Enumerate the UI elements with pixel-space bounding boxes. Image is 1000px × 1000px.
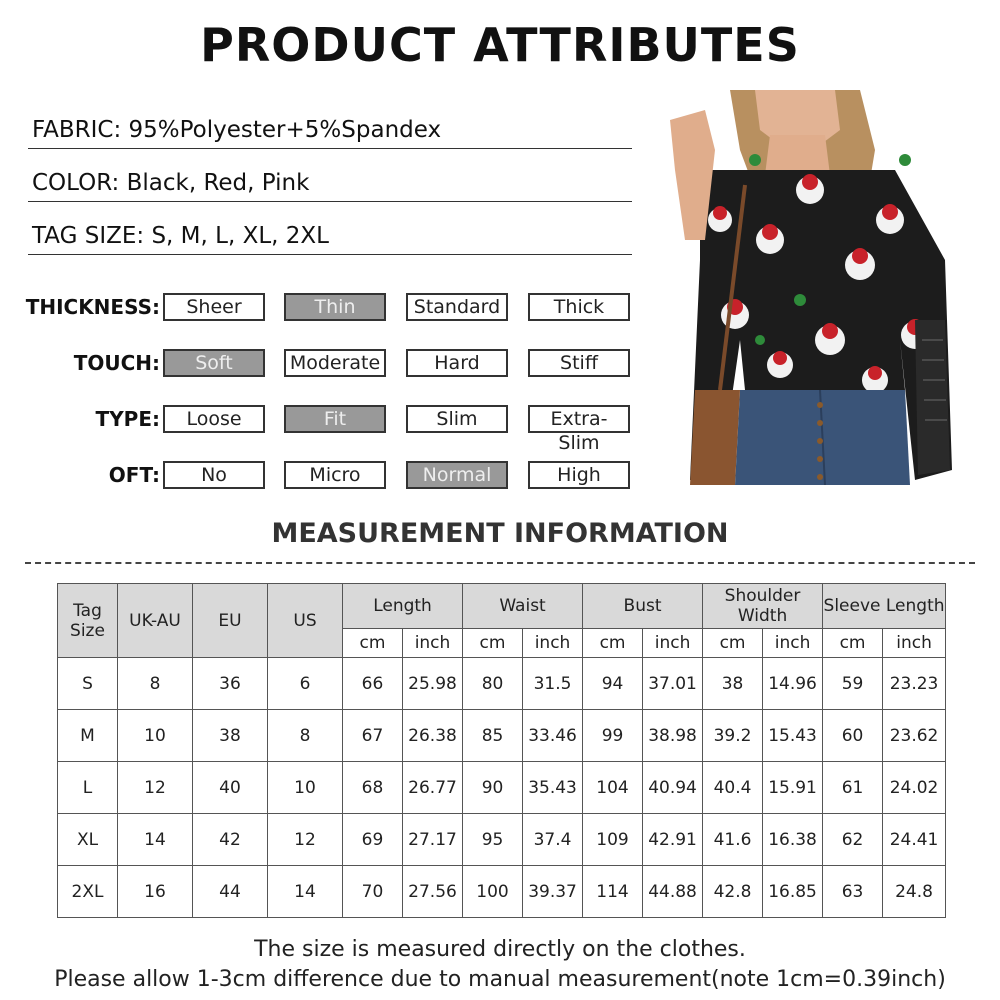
table-cell: 100 bbox=[463, 866, 523, 918]
unit-cm: cm bbox=[823, 629, 883, 658]
table-cell: 23.62 bbox=[883, 710, 946, 762]
table-cell: 38 bbox=[703, 658, 763, 710]
oft-label: OFT: bbox=[108, 463, 160, 487]
table-cell: 99 bbox=[583, 710, 643, 762]
table-cell: 42.8 bbox=[703, 866, 763, 918]
table-cell: 40.94 bbox=[643, 762, 703, 814]
table-cell: 10 bbox=[118, 710, 193, 762]
table-cell: 16.85 bbox=[763, 866, 823, 918]
table-cell: 38.98 bbox=[643, 710, 703, 762]
divider bbox=[28, 148, 632, 149]
table-cell: 66 bbox=[343, 658, 403, 710]
type-option-loose: Loose bbox=[163, 405, 265, 433]
unit-inch: inch bbox=[763, 629, 823, 658]
unit-inch: inch bbox=[883, 629, 946, 658]
table-cell: 15.43 bbox=[763, 710, 823, 762]
header-sleeve-length: Sleeve Length bbox=[823, 584, 946, 629]
table-cell: 62 bbox=[823, 814, 883, 866]
thickness-option-standard: Standard bbox=[406, 293, 508, 321]
dashed-divider bbox=[25, 562, 975, 564]
table-cell: 27.56 bbox=[403, 866, 463, 918]
table-cell: 8 bbox=[268, 710, 343, 762]
table-cell: 85 bbox=[463, 710, 523, 762]
touch-option-soft: Soft bbox=[163, 349, 265, 377]
table-cell: 12 bbox=[118, 762, 193, 814]
unit-cm: cm bbox=[343, 629, 403, 658]
table-cell: 14 bbox=[118, 814, 193, 866]
table-cell: 41.6 bbox=[703, 814, 763, 866]
table-cell: 39.2 bbox=[703, 710, 763, 762]
table-cell: 24.41 bbox=[883, 814, 946, 866]
table-cell: 61 bbox=[823, 762, 883, 814]
table-cell: 15.91 bbox=[763, 762, 823, 814]
measurement-table bbox=[57, 583, 946, 918]
table-cell: 109 bbox=[583, 814, 643, 866]
table-cell: 36 bbox=[193, 658, 268, 710]
header-length: Length bbox=[343, 584, 463, 629]
type-option-fit: Fit bbox=[284, 405, 386, 433]
unit-cm: cm bbox=[463, 629, 523, 658]
table-cell: 42.91 bbox=[643, 814, 703, 866]
table-row bbox=[58, 814, 946, 866]
table-row bbox=[58, 866, 946, 918]
table-cell: XL bbox=[58, 814, 118, 866]
table-cell: 59 bbox=[823, 658, 883, 710]
thickness-option-sheer: Sheer bbox=[163, 293, 265, 321]
table-cell: 27.17 bbox=[403, 814, 463, 866]
divider bbox=[28, 201, 632, 202]
fabric-attribute: FABRIC: 95%Polyester+5%Spandex bbox=[32, 117, 442, 143]
table-cell: 16 bbox=[118, 866, 193, 918]
measurement-title: MEASUREMENT INFORMATION bbox=[271, 518, 729, 549]
table-cell: 42 bbox=[193, 814, 268, 866]
table-cell: 14.96 bbox=[763, 658, 823, 710]
unit-inch: inch bbox=[643, 629, 703, 658]
table-cell: 8 bbox=[118, 658, 193, 710]
header-us: US bbox=[268, 584, 343, 658]
table-cell: 23.23 bbox=[883, 658, 946, 710]
table-cell: 16.38 bbox=[763, 814, 823, 866]
table-cell: 24.02 bbox=[883, 762, 946, 814]
header-tag-size: Tag Size bbox=[58, 584, 118, 658]
unit-cm: cm bbox=[583, 629, 643, 658]
table-cell: 104 bbox=[583, 762, 643, 814]
note-difference: Please allow 1-3cm difference due to manual measurement(note 1cm=0.39inch) bbox=[54, 967, 946, 992]
header-eu: EU bbox=[193, 584, 268, 658]
header-waist: Waist bbox=[463, 584, 583, 629]
table-cell: 38 bbox=[193, 710, 268, 762]
table-cell: 26.38 bbox=[403, 710, 463, 762]
unit-inch: inch bbox=[403, 629, 463, 658]
table-cell: 24.8 bbox=[883, 866, 946, 918]
header-shoulder-width: Shoulder Width bbox=[703, 584, 823, 629]
thickness-option-thin: Thin bbox=[284, 293, 386, 321]
thickness-option-thick: Thick bbox=[528, 293, 630, 321]
table-cell: 40.4 bbox=[703, 762, 763, 814]
table-cell: 25.98 bbox=[403, 658, 463, 710]
oft-option-micro: Micro bbox=[284, 461, 386, 489]
table-cell: 44 bbox=[193, 866, 268, 918]
table-cell: 70 bbox=[343, 866, 403, 918]
type-label: TYPE: bbox=[95, 407, 160, 431]
unit-cm: cm bbox=[703, 629, 763, 658]
note-measured: The size is measured directly on the clothes. bbox=[254, 937, 746, 962]
table-cell: 12 bbox=[268, 814, 343, 866]
table-cell: 10 bbox=[268, 762, 343, 814]
table-cell: 80 bbox=[463, 658, 523, 710]
table-cell: 31.5 bbox=[523, 658, 583, 710]
header-uk-au: UK-AU bbox=[118, 584, 193, 658]
oft-option-high: High bbox=[528, 461, 630, 489]
table-cell: 94 bbox=[583, 658, 643, 710]
table-cell: 60 bbox=[823, 710, 883, 762]
table-row bbox=[58, 658, 946, 710]
oft-option-no: No bbox=[163, 461, 265, 489]
touch-option-moderate: Moderate bbox=[284, 349, 386, 377]
table-cell: 68 bbox=[343, 762, 403, 814]
product-photo bbox=[660, 90, 954, 485]
table-cell: 39.37 bbox=[523, 866, 583, 918]
table-row bbox=[58, 710, 946, 762]
table-cell: M bbox=[58, 710, 118, 762]
header-bust: Bust bbox=[583, 584, 703, 629]
table-cell: 63 bbox=[823, 866, 883, 918]
tag-size-attribute: TAG SIZE: S, M, L, XL, 2XL bbox=[32, 223, 329, 249]
table-cell: 33.46 bbox=[523, 710, 583, 762]
table-cell: 26.77 bbox=[403, 762, 463, 814]
table-cell: 14 bbox=[268, 866, 343, 918]
touch-option-stiff: Stiff bbox=[528, 349, 630, 377]
color-attribute: COLOR: Black, Red, Pink bbox=[32, 170, 310, 196]
table-cell: 95 bbox=[463, 814, 523, 866]
table-cell: L bbox=[58, 762, 118, 814]
table-cell: 37.01 bbox=[643, 658, 703, 710]
touch-option-hard: Hard bbox=[406, 349, 508, 377]
divider bbox=[28, 254, 632, 255]
thickness-label: THICKNESS: bbox=[25, 295, 160, 319]
table-row bbox=[58, 762, 946, 814]
type-option-slim: Slim bbox=[406, 405, 508, 433]
table-cell: 2XL bbox=[58, 866, 118, 918]
oft-option-normal: Normal bbox=[406, 461, 508, 489]
table-cell: 40 bbox=[193, 762, 268, 814]
table-cell: 69 bbox=[343, 814, 403, 866]
table-cell: 37.4 bbox=[523, 814, 583, 866]
type-option-extra-slim: Extra-Slim bbox=[528, 405, 630, 433]
touch-label: TOUCH: bbox=[73, 351, 160, 375]
table-cell: 35.43 bbox=[523, 762, 583, 814]
page-title: PRODUCT ATTRIBUTES bbox=[200, 18, 800, 72]
table-cell: 90 bbox=[463, 762, 523, 814]
table-cell: 67 bbox=[343, 710, 403, 762]
unit-inch: inch bbox=[523, 629, 583, 658]
table-cell: 44.88 bbox=[643, 866, 703, 918]
table-cell: S bbox=[58, 658, 118, 710]
table-cell: 6 bbox=[268, 658, 343, 710]
table-cell: 114 bbox=[583, 866, 643, 918]
